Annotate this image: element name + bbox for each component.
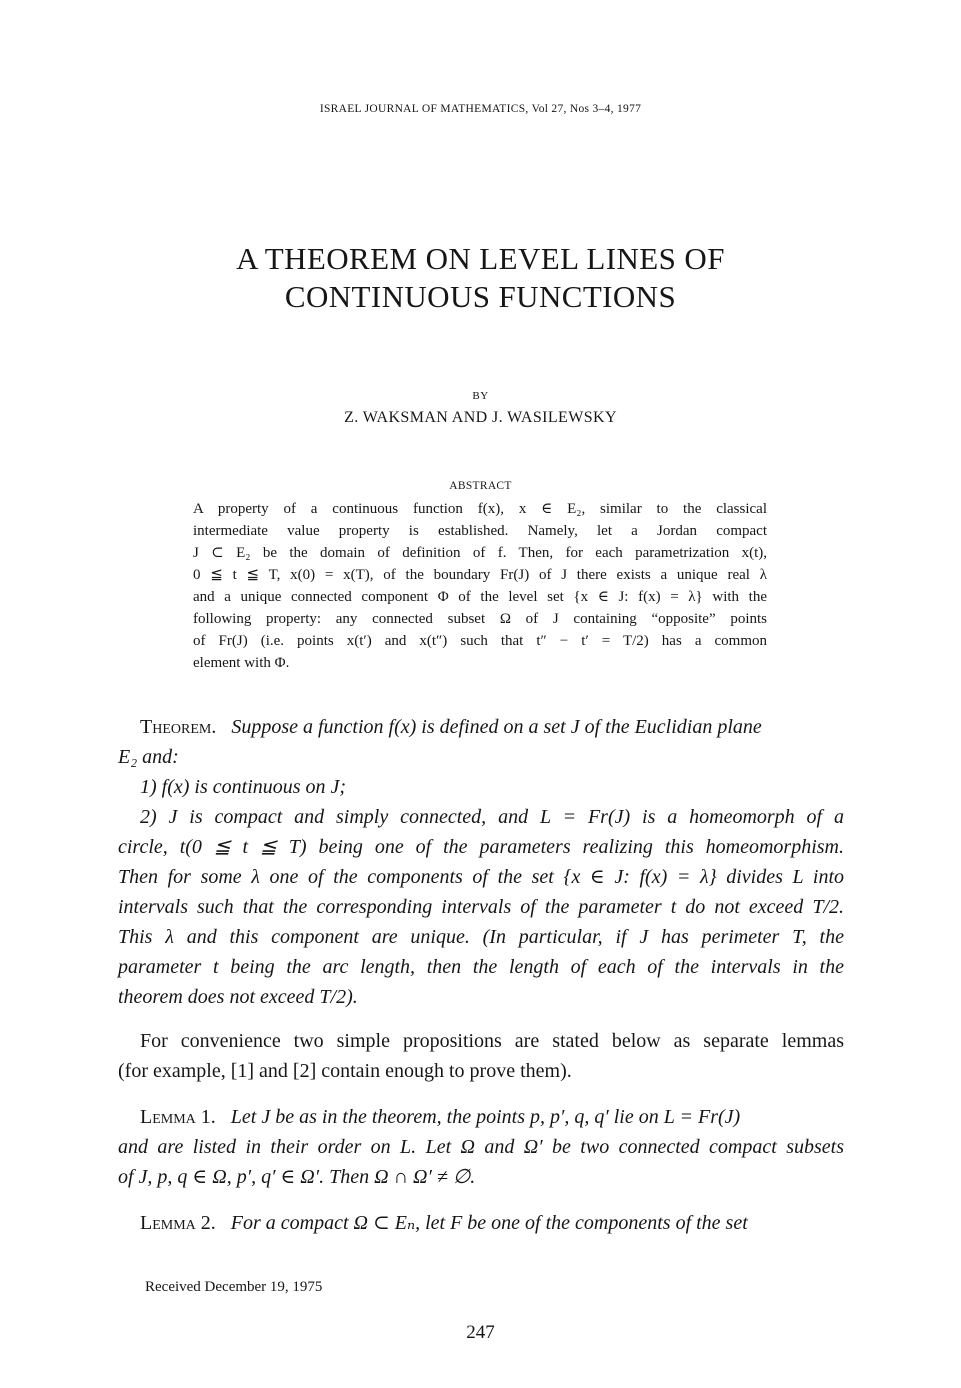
received-date: Received December 19, 1975: [145, 1279, 323, 1295]
lemma-2-label: Lemma 2.: [140, 1212, 216, 1234]
paragraph-line: For convenience two simple propositions are stated below as separate lemmas: [140, 1030, 844, 1052]
lemma-1-label: Lemma 1.: [140, 1106, 216, 1128]
abstract-line: intermediate value property is established. Namely, let a Jordan compact: [193, 523, 767, 539]
theorem-line: parameter t being the arc length, then the length of each of the intervals in the: [118, 956, 844, 978]
authors: Z. WAKSMAN AND J. WASILEWSKY: [344, 409, 617, 426]
title-line-2: CONTINUOUS FUNCTIONS: [284, 279, 677, 314]
lemma-1-first-line: [118, 1102, 844, 1132]
abstract-line: 0 ≦ t ≦ T, x(0) = x(T), of the boundary Fr(J) of J there exists a unique real λ: [193, 567, 767, 583]
journal-header: ISRAEL JOURNAL OF MATHEMATICS, Vol 27, Nos 3–4, 1977: [319, 103, 642, 115]
theorem-line: theorem does not exceed T/2).: [118, 986, 358, 1008]
lemma-2-block: [118, 1208, 844, 1238]
by-label: BY: [472, 390, 489, 402]
theorem-line: 2) J is compact and simply connected, and L = Fr(J) is a homeomorph of a: [140, 806, 844, 828]
lemma-line: For a compact Ω ⊂ Eₙ, let F be one of the components of the set: [230, 1212, 748, 1234]
abstract-body: [193, 498, 767, 674]
abstract-line: following property: any connected subset Ω of J containing “opposite” points: [193, 611, 767, 627]
abstract-line: J ⊂ E₂ be the domain of definition of f. Then, for each parametrization x(t),: [193, 545, 767, 561]
theorem-line: circle, t(0 ≦ t ≦ T) being one of the parameters realizing this homeomorphism.: [118, 836, 844, 858]
lemma-2-first-line: [118, 1208, 844, 1238]
abstract-line: of Fr(J) (i.e. points x(t′) and x(t″) such that t″ − t′ = T/2) has a common: [193, 633, 767, 649]
lemma-1-block: [118, 1102, 844, 1192]
lemma-line: of J, p, q ∈ Ω, p′, q′ ∈ Ω′. Then Ω ∩ Ω′ ≠ ∅.: [118, 1166, 476, 1188]
theorem-line: E₂ and:: [118, 746, 179, 768]
abstract-line: A property of a continuous function f(x), x ∈ E₂, similar to the classical: [193, 501, 767, 517]
theorem-line: 1) f(x) is continuous on J;: [140, 776, 347, 798]
theorem-block: [118, 712, 844, 1012]
theorem-line: intervals such that the corresponding intervals of the parameter t do not exceed T/2.: [118, 896, 844, 918]
abstract-line: and a unique connected component Φ of the level set {x ∈ J: f(x) = λ} with the: [193, 589, 767, 605]
paper-title: [0, 240, 961, 316]
page-number: 247: [466, 1322, 495, 1343]
lemma-line: Let J be as in the theorem, the points p, p′, q, q′ lie on L = Fr(J): [230, 1106, 741, 1128]
theorem-line: This λ and this component are unique. (In particular, if J has perimeter T, the: [118, 926, 844, 948]
abstract-heading: ABSTRACT: [449, 480, 512, 492]
theorem-line: Then for some λ one of the components of the set {x ∈ J: f(x) = λ} divides L into: [118, 866, 844, 888]
theorem-first-line: [118, 712, 844, 742]
abstract-line: element with Φ.: [193, 655, 290, 671]
lemma-line: and are listed in their order on L. Let Ω and Ω′ be two connected compact subsets: [118, 1136, 844, 1158]
theorem-line: Suppose a function f(x) is defined on a set J of the Euclidian plane: [231, 716, 762, 738]
convenience-paragraph: [118, 1026, 844, 1086]
title-line-1: A THEOREM ON LEVEL LINES OF: [236, 241, 725, 276]
theorem-label: Theorem.: [140, 716, 217, 738]
paragraph-line: (for example, [1] and [2] contain enough to prove them).: [118, 1060, 572, 1082]
